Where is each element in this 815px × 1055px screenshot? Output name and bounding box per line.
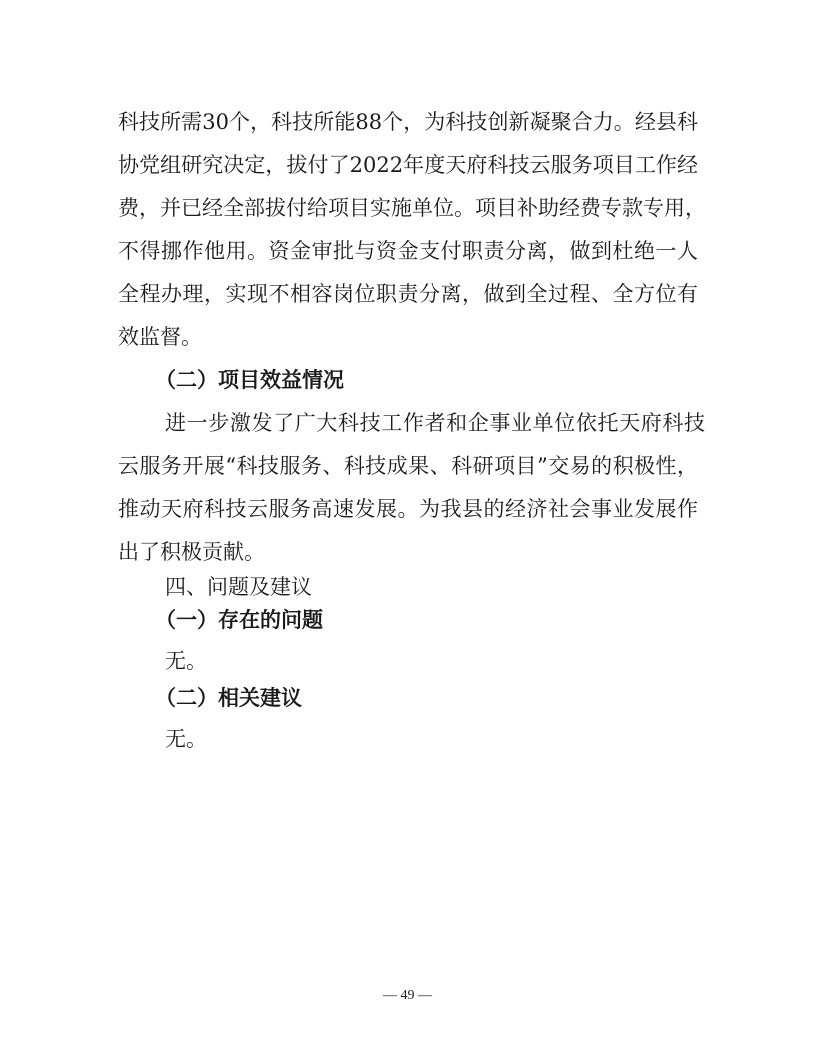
section-heading-benefit: （二）项目效益情况 [155,368,344,392]
section-heading-problems: （一）存在的问题 [155,608,323,632]
paragraph-line: 推动天府科技云服务高速发展。为我县的经济社会事业发展作 [118,497,698,521]
paragraph-line: 费，并已经全部拔付给项目实施单位。项目补助经费专款专用， [118,196,706,220]
paragraph-line: 进一步激发了广大科技工作者和企事业单位依托天府科技 [165,411,705,435]
page-number: — 49 — [383,988,432,1003]
paragraph-line: 出了积极贡献。 [118,540,265,564]
paragraph-line: 不得挪作他用。资金审批与资金支付职责分离，做到杜绝一人 [118,239,698,263]
paragraph-line: 协党组研究决定，拔付了2022年度天府科技云服务项目工作经 [118,153,698,177]
paragraph-line: 科技所需30个，科技所能88个，为科技创新凝聚合力。经县科 [118,110,698,134]
paragraph-line: 效监督。 [118,325,202,349]
section-heading-suggestions: （二）相关建议 [155,686,302,710]
suggestions-text: 无。 [165,727,207,751]
paragraph-line: 全程办理，实现不相容岗位职责分离，做到全过程、全方位有 [118,282,698,306]
paragraph-line: 云服务开展“科技服务、科技成果、科研项目”交易的积极性， [118,454,698,478]
section-heading-four: 四、问题及建议 [165,575,312,599]
problems-text: 无。 [165,649,207,673]
